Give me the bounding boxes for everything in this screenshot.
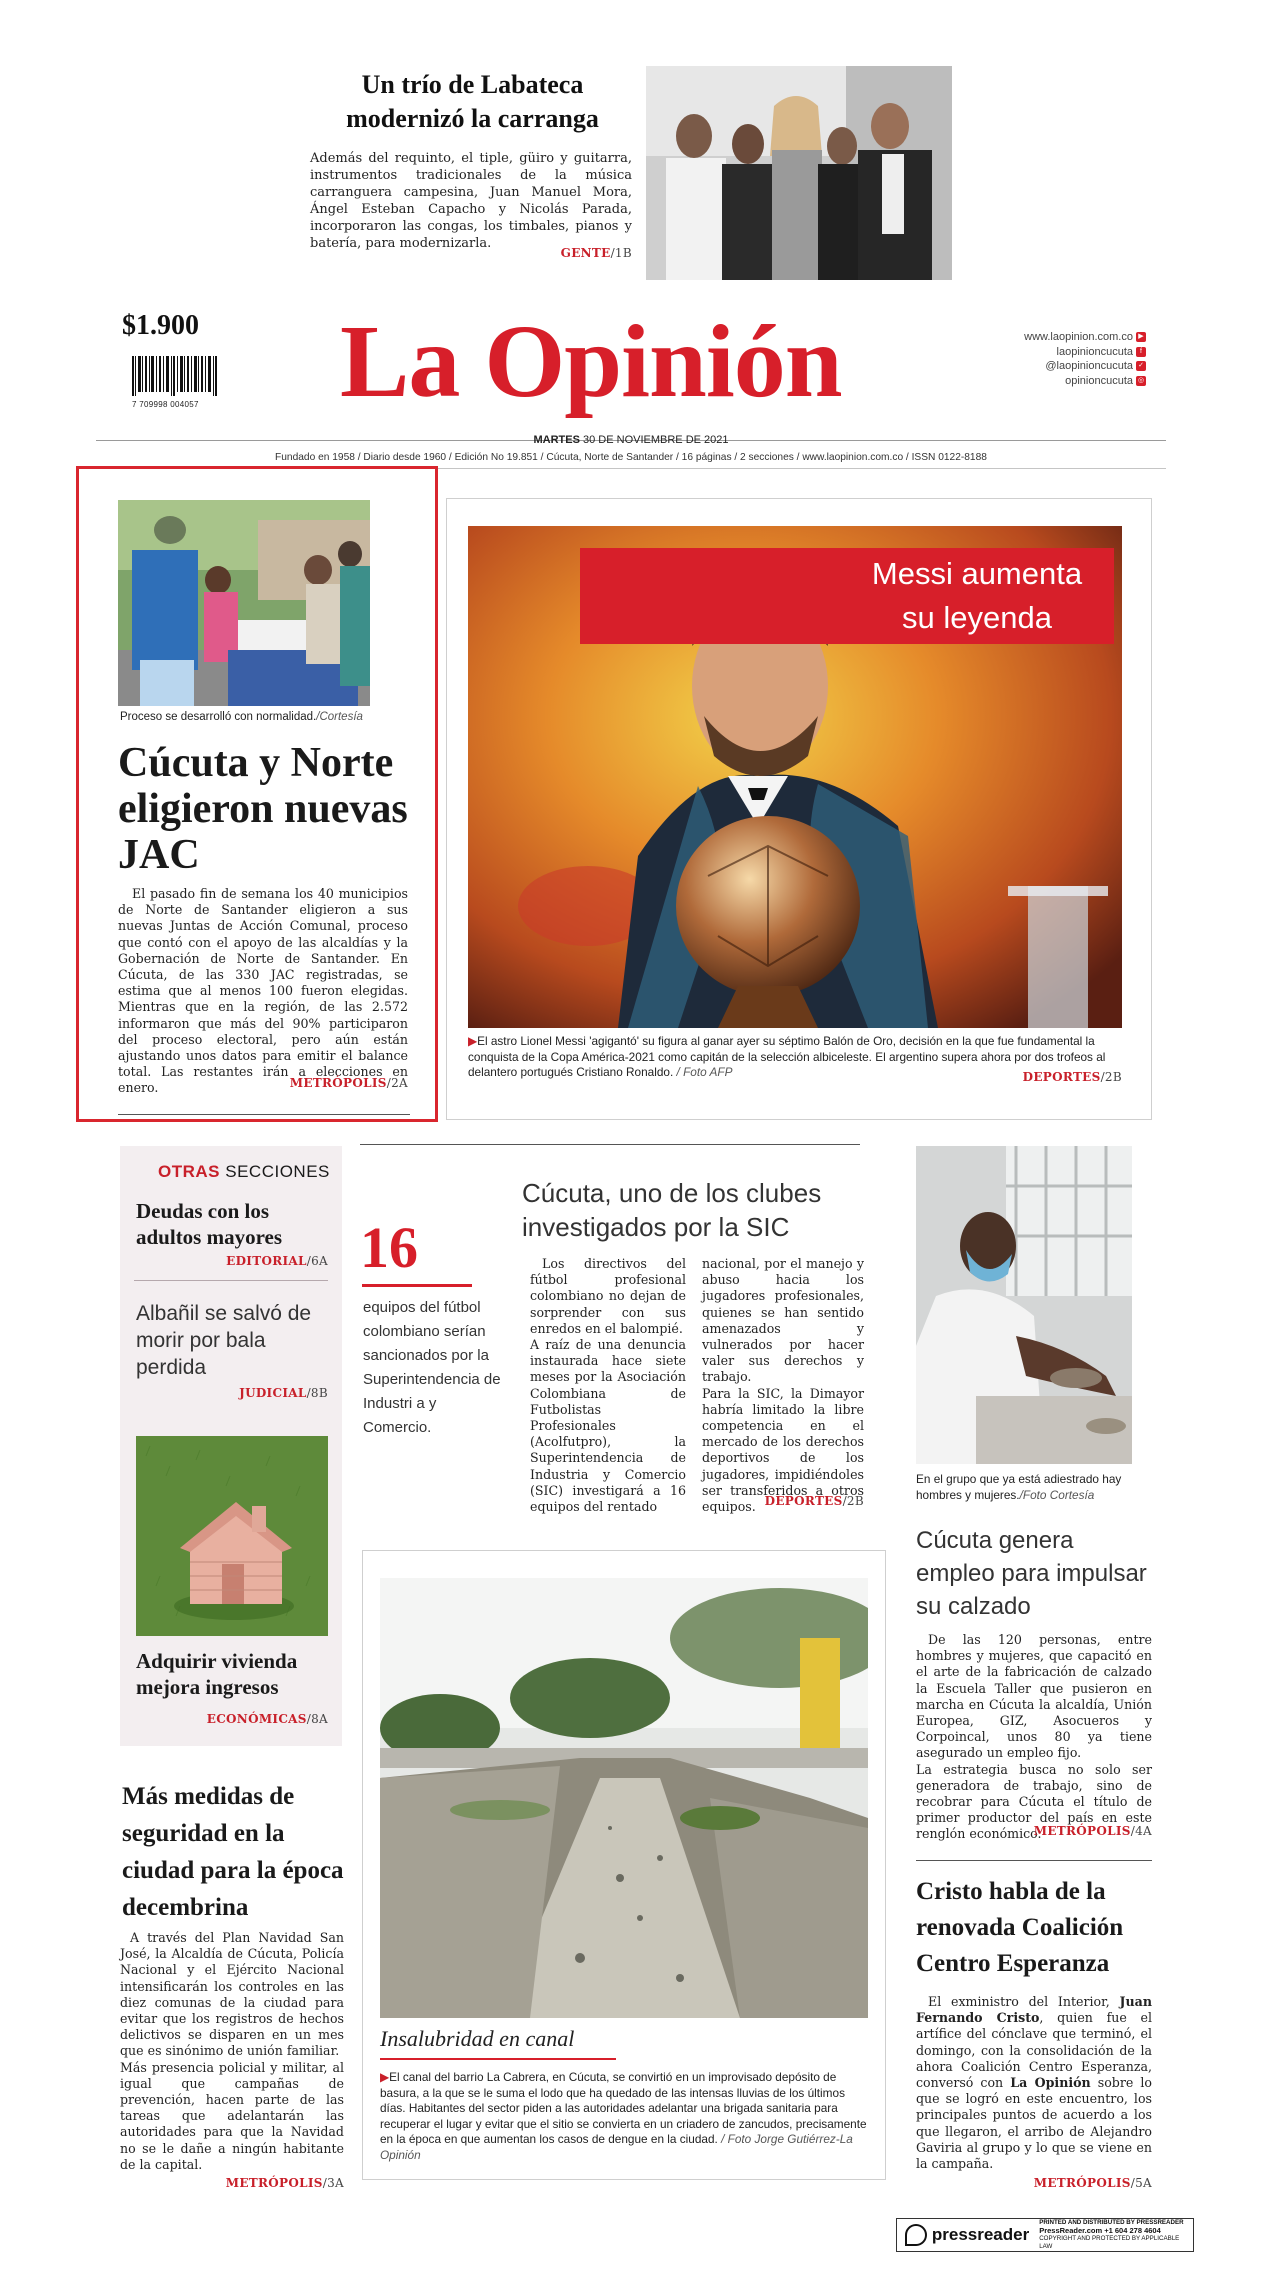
otras-item3-page: /8A (306, 1712, 328, 1726)
issue-date (0, 434, 1262, 446)
jac-caption: Proceso se desarrolló con normalidad. (120, 711, 317, 723)
messi-headline-line2: su leyenda (902, 600, 1052, 635)
otras-item2-title[interactable]: Albañil se salvó de morir por bala perdida (136, 1302, 312, 1379)
cristo-section: METRÓPOLIS (1033, 2176, 1131, 2190)
otras-item3-section: ECONÓMICAS (206, 1712, 307, 1726)
messi-page: /2B (1100, 1070, 1122, 1084)
price: $1.900 (122, 310, 199, 341)
messi-credit: / Foto AFP (676, 1065, 733, 1080)
calzado-caption: En el grupo que ya está adiestrado hay hombres y mujeres. (916, 1472, 1122, 1502)
otras-divider-1 (134, 1280, 328, 1281)
messi-caption: El astro Lionel Messi 'agigantó' su figura al ganar ayer su séptimo Balón de Oro, decisión en la que fue fundamental la conquista de la Copa América-2021 como capitán de la selección albiceleste. El argentino supera ahora por dos trofeos al delantero portugués Cristiano Ronaldo. (468, 1034, 1106, 1080)
pressreader-logo-icon (905, 2224, 927, 2246)
otras-item1-page: /6A (306, 1254, 328, 1268)
social-links (960, 330, 1146, 388)
seguridad-page: /3A (322, 2176, 344, 2190)
cristo-headline[interactable]: Cristo habla de la renovada Coalición Centro Esperanza (916, 1878, 1124, 1977)
sic-top-rule (360, 1144, 860, 1145)
cristo-text-end: sobre lo que se logró en este encuentro, los principales puntos de acuerdo a los que llegaron, el arribo de Alejandro Gaviria al grupo y lo que se viene en la campaña. (916, 2075, 1152, 2172)
cristo-page: /5A (1130, 2176, 1152, 2190)
social-web[interactable]: www.laopinion.com.co (1024, 331, 1133, 343)
calzado-bottom-rule (916, 1860, 1152, 1861)
calzado-photo-image (916, 1146, 1132, 1464)
otras-house-photo[interactable] (136, 1436, 328, 1636)
pressreader-line3: COPYRIGHT AND PROTECTED BY APPLICABLE LAW (1039, 2235, 1180, 2250)
otras-item2-section: JUDICIAL (239, 1386, 307, 1400)
otras-item2-page: /8B (306, 1386, 328, 1400)
barcode (132, 356, 218, 409)
social-facebook[interactable]: laopinioncucuta (1056, 345, 1133, 358)
sic-section-ref[interactable] (736, 1494, 864, 1508)
sic-col1: Los directivos del fútbol profesional colombiano no dejan de sorprender con sus enredos en el balompié. A raíz de una denuncia instaurada hace siete meses por la Asociación Colombiana de Futbolistas Profesionales (Acolfutpro), la Superintendencia de Industria y Comercio (SIC) investigará a 16 equipos del rentado (530, 1256, 686, 1515)
calzado-photo[interactable] (916, 1146, 1132, 1464)
cristo-text-start: El exministro del Interior, (928, 1994, 1110, 2009)
canal-headline[interactable]: Insalubridad en canal (380, 2026, 575, 2051)
messi-section: DEPORTES (1022, 1070, 1101, 1084)
jac-credit: /Cortesía (316, 711, 363, 723)
teaser-section-ref[interactable] (520, 246, 632, 260)
cristo-body (916, 1994, 1152, 2172)
jac-photo-image (118, 500, 370, 706)
issue-meta: Fundado en 1958 / Diario desde 1960 / Edición No 19.851 / Cúcuta, Norte de Santander / 16 páginas / 2 secciones / www.laopinion.com.co / ISSN 0122-8188 (275, 452, 987, 463)
teaser-photo[interactable] (646, 66, 952, 280)
instagram-icon: ◎ (1137, 376, 1145, 384)
stat-underline (362, 1284, 472, 1287)
jac-section: METRÓPOLIS (289, 1076, 387, 1090)
otras-item1-ref[interactable] (200, 1254, 328, 1268)
sic-col2: nacional, por el manejo y abuso hacia los jugadores profesionales, quienes se han sentido amenazados y vulnerados por hacer valer sus derechos y trabajo. Para la SIC, la Dimayor habría limitado la libre competencia en el mercado de los derechos deportivos de los jugadores, impidiéndoles ser transferidos a otros equipos. (702, 1256, 864, 1515)
otras-heading-red: OTRAS (158, 1162, 220, 1181)
seguridad-body: A través del Plan Navidad San José, la Alcaldía de Cúcuta, Policía Nacional y el Ejército Nacional intensificarán los controles en las diez comunas de la ciudad para evitar que los registros de hechos delictivos se disparen en un mes que es sinónimo de unión familiar. Más presencia policial y militar, al igual que campañas de prevención, hacen parte de las tareas que adelantarán las autoridades para que la Navidad no se le dañe a ningún habitante de la capital. (120, 1930, 344, 2172)
youtube-icon: ▶ (1136, 332, 1146, 342)
otras-item2-ref[interactable] (200, 1386, 328, 1400)
teaser-page: /1B (610, 246, 632, 260)
otras-heading (158, 1162, 330, 1182)
sic-section: DEPORTES (764, 1494, 843, 1508)
otras-item1-title[interactable]: Deudas con los adultos mayores (136, 1199, 283, 1249)
canal-arrow-icon: ▶ (380, 2070, 390, 2084)
twitter-icon: ✓ (1136, 361, 1146, 371)
pressreader-line1: PRINTED AND DISTRIBUTED BY PRESSREADER (1039, 2219, 1184, 2226)
pressreader-brand: pressreader (931, 2225, 1030, 2244)
barcode-icon (132, 356, 218, 396)
jac-page: /2A (386, 1076, 408, 1090)
jac-headline[interactable]: Cúcuta y Norte eligieron nuevas JAC (118, 740, 408, 878)
calzado-body: De las 120 personas, entre hombres y mujeres, que capacitó en el arte de la fabricación de calzado la Escuela Taller que pusieron en marcha en Cúcuta la alcaldía, Unión Europea, GIZ, Asocueros y Corpoincal, unos 80 ya tiene asegurado un empleo fijo. La estrategia busca no solo ser generadora de trabajo, sino de recobrar para Cúcuta el título de primer productor del país en este renglón económico. (916, 1632, 1152, 1842)
canal-caption-block (380, 2070, 868, 2164)
house-photo-image (136, 1436, 328, 1636)
messi-headline-box[interactable] (580, 548, 1114, 644)
messi-section-ref[interactable] (980, 1070, 1122, 1084)
canal-credit: / Foto Jorge Gutiérrez-La Opinión (380, 2132, 853, 2162)
teaser-title[interactable]: Un trío de Labateca modernizó la carranga (346, 70, 599, 133)
canal-photo[interactable] (380, 1578, 868, 2018)
calzado-page: /4A (1130, 1824, 1152, 1838)
stat-number: 16 (360, 1215, 418, 1280)
calzado-caption-block (916, 1472, 1136, 1503)
seguridad-section: METRÓPOLIS (225, 2176, 323, 2190)
calzado-headline[interactable]: Cúcuta genera empleo para impulsar su calzado (916, 1527, 1147, 1620)
sic-headline[interactable]: Cúcuta, uno de los clubes investigados por la SIC (522, 1178, 822, 1242)
calzado-section: METRÓPOLIS (1033, 1824, 1131, 1838)
jac-caption-line (120, 710, 420, 726)
pressreader-footer[interactable] (896, 2218, 1194, 2252)
caption-arrow-icon: ▶ (468, 1034, 478, 1048)
cristo-section-ref[interactable] (1024, 2176, 1152, 2190)
calzado-credit: /Foto Cortesía (1019, 1487, 1095, 1502)
facebook-icon: f (1136, 347, 1146, 357)
canal-caption: El canal del barrio La Cabrera, en Cúcuta, se convirtió en un improvisado depósito de basura, a la que se le suma el lodo que ha quedado de las intensas lluvias de los últimos días. Habitantes del sector piden a las autoridades adelantar una brigada sanitaria para recuperar el lugar y evitar que el sitio se convierta en un criadero de zancudos, precisamente en la época en que aumentan los casos de dengue en la ciudad. (380, 2070, 867, 2147)
teaser-photo-image (646, 66, 952, 280)
canal-photo-image (380, 1578, 868, 2018)
jac-photo[interactable] (118, 500, 370, 706)
messi-headline-line1: Messi aumenta (871, 556, 1083, 591)
social-instagram[interactable]: opinioncucuta (1065, 374, 1133, 387)
pressreader-line2: PressReader.com +1 604 278 4604 (1039, 2226, 1161, 2235)
stat-text: equipos del fútbol colombiano serían sancionados por la Superintendencia de Industri a y Comercio. (363, 1299, 501, 1436)
teaser-text: Además del requinto, el tiple, güiro y guitarra, instrumentos tradicionales de la música carranguera campesina, Juan Manuel Mora, Ángel Esteban Capacho y Nicolás Parada, incorporaron las congas, los timbales, pianos y batería, para modernizarla. (310, 151, 632, 251)
seguridad-headline[interactable]: Más medidas de seguridad en la ciudad para la época decembrina (122, 1783, 344, 1921)
cristo-text-mid: , quien fue el artífice del cónclave que terminó, el domingo, con la consolidación de la ahora Coalición Centro Esperanza, conversó con (916, 2010, 1153, 2091)
issue-date-rest: 30 DE NOVIEMBRE DE 2021 (583, 434, 729, 446)
jac-body: El pasado fin de semana los 40 municipios de Norte de Santander eligieron a sus nuevas Juntas de Acción Comunal, proceso que contó con el apoyo de las alcaldías y la Gobernación de Norte de Santander. En Cúcuta, de las 330 JAC registradas, se estima que al menos 100 fueron elegidas. Mientras que en la región, de las 2.572 informaron que más del 90% participaron del proceso electoral, pero aún están ajustando unos datos para emitir el balance total. Las restantes irán a elecciones en enero. (118, 886, 408, 1096)
otras-item3-title[interactable]: Adquirir vivienda mejora ingresos (136, 1649, 298, 1699)
pressreader-info (1039, 2219, 1193, 2251)
cristo-text-bold2: La Opinión (1010, 2075, 1091, 2091)
teaser-section: GENTE (560, 246, 611, 260)
otras-heading-rest: SECCIONES (225, 1162, 330, 1181)
calzado-section-ref[interactable] (1024, 1824, 1152, 1838)
barcode-number: 7 709998 004057 (132, 400, 199, 409)
social-twitter[interactable]: @laopinioncucuta (1045, 360, 1133, 372)
newspaper-logo[interactable]: La Opinión (340, 304, 842, 419)
issue-date-day: MARTES (533, 434, 580, 446)
canal-underline (380, 2058, 616, 2060)
jac-bottom-rule (118, 1114, 410, 1115)
sic-page: /2B (842, 1494, 864, 1508)
otras-item1-section: EDITORIAL (226, 1254, 307, 1268)
seguridad-section-ref[interactable] (216, 2176, 344, 2190)
otras-item3-ref[interactable] (200, 1712, 328, 1726)
cristo-text-bold1: Juan Fernando Cristo (916, 1994, 1152, 2026)
jac-section-ref[interactable] (280, 1076, 408, 1090)
